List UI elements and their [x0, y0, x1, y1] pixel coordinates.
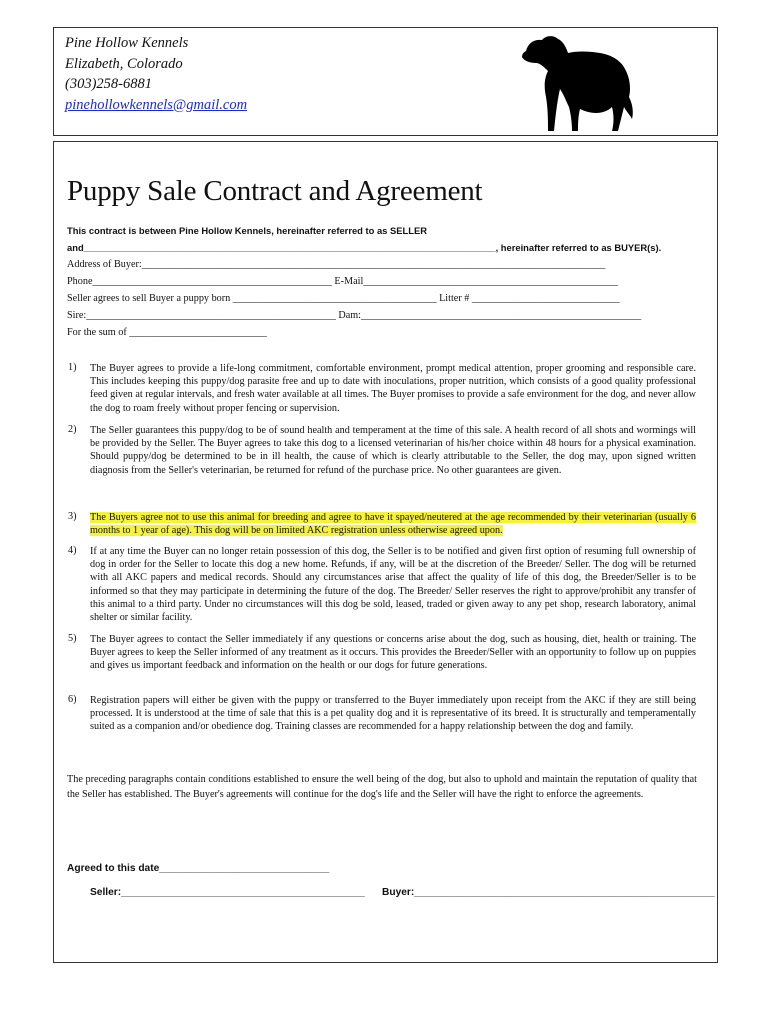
intro-line: This contract is between Pine Hollow Kennels, hereinafter referred to as SELLER	[67, 225, 427, 236]
clause-1-text: The Buyer agrees to provide a life-long commitment, comfortable environment, prompt medical attention, proper grooming and responsible care. This includes keeping this puppy/dog parasite free and up to date with inoculations, proper nutrition, which consists of a good quality professional feed given at regular intervals, and fresh water available at all times. The Buyer promises to provide a safe environment for the dog, and never allow the dog to roam freely without proper fencing or supervision.	[90, 363, 696, 414]
header-box	[53, 27, 718, 136]
page-title: Puppy Sale Contract and Agreement	[67, 175, 483, 207]
kennel-location: Elizabeth, Colorado	[65, 55, 183, 72]
closing-paragraph: The preceding paragraphs contain conditions established to ensure the well being of the dog, but also to uphold and maintain the reputation of quality that the Seller has established. The Buyer's agreements will continue for the dog's life and the Seller will have the right to enforce the agreements.	[67, 774, 697, 800]
kennel-info	[65, 33, 247, 115]
clause-number: 5)	[68, 633, 77, 644]
clause-6-text: Registration papers will either be given with the puppy or transferred to the Buyer immediately upon receipt from the AKC if they are still being processed. It is understood at the time of sale that this is a pet quality dog and it is representative of its breed. It is structurally and temperamentally suited as a companion and/or obedience dog. Training classes are recommended for a happy relationship between the dog and family.	[90, 695, 696, 733]
buyer-phone-email-field[interactable]: Phone_______________________________________________ E-Mail__________________________________________________	[67, 276, 618, 287]
dog-silhouette-icon	[516, 31, 634, 135]
sum-field[interactable]: For the sum of ___________________________	[67, 327, 267, 338]
puppy-born-litter-field[interactable]: Seller agrees to sell Buyer a puppy born ________________________________________ Litter # _____________________________	[67, 293, 620, 304]
clause-number: 1)	[68, 362, 77, 373]
kennel-name: Pine Hollow Kennels	[65, 35, 189, 51]
clause-number: 6)	[68, 694, 77, 705]
kennel-phone: (303)258-6881	[65, 76, 152, 92]
clause-5-text: The Buyer agrees to contact the Seller immediately if any questions or concerns arise about the dog, such as housing, diet, health or training. The Buyer agrees to keep the Seller informed of any treatment as it occurs. This provides the Breeder/Seller with an opportunity to follow up on puppies and gives us important feedback and information on the health or our dogs for future generations.	[90, 634, 696, 672]
clause-number: 3)	[68, 511, 77, 522]
sire-dam-field[interactable]: Sire:_________________________________________________ Dam:_______________________________________________________	[67, 310, 642, 321]
clause-number: 4)	[68, 545, 77, 556]
buyer-signature-field[interactable]: Buyer:_____________________________________________________	[382, 887, 715, 898]
kennel-email-link[interactable]: pinehollowkennels@gmail.com	[65, 96, 248, 113]
seller-signature-field[interactable]: Seller:___________________________________________	[90, 887, 365, 898]
clause-3-text	[90, 511, 696, 537]
highlighted-clause-text: The Buyers agree not to use this animal for breeding and agree to have it spayed/neutered at the age recommended by their veterinarian (usually 6 months to 1 year of age). This dog will be on limited AKC registration unless otherwise agreed upon.	[90, 512, 696, 537]
clause-2-text: The Seller guarantees this puppy/dog to be of sound health and temperament at the time of this sale. A health record of all shots and wormings will be provided by the Seller. The Buyer agrees to take this dog to a licensed veterinarian of his/her choice within 48 hours for a physical examination. Should puppy/dog be determined to be in ill health, the cause of which is clearly attributable to the Seller, the dog may, upon signed written diagnosis from the Seller's veterinarian, be returned for refund of the purchase price. No other guarantees are given.	[90, 425, 696, 476]
agreed-date-field[interactable]: Agreed to this date______________________________	[67, 863, 330, 874]
clause-number: 2)	[68, 424, 77, 435]
buyer-name-field[interactable]: and_______________________________________________________________________________, hereinafter referred to as BUYER(s).	[67, 242, 662, 253]
buyer-address-field[interactable]: Address of Buyer:___________________________________________________________________________________________	[67, 259, 606, 270]
clause-4-text: If at any time the Buyer can no longer retain possession of this dog, the Seller is to be notified and given first option of resuming full ownership of dog in order for the Seller to locate this dog a new home. Refunds, if any, will be at the discretion of the Breeder/ Seller. The dog will be returned with all AKC papers and medical records. Should any circumstances arise that affect the quality of life of this dog, the Breeder/Seller is to be informed so that they may participate in determining the future of the dog. The Breeder/ Seller reserves the right to approve/prohibit any transfer of this animal to a third party. Under no circumstances will this dog be sold, leased, traded or given away to any pet shop, research laboratory, animal shelter or similar facility.	[90, 546, 696, 624]
